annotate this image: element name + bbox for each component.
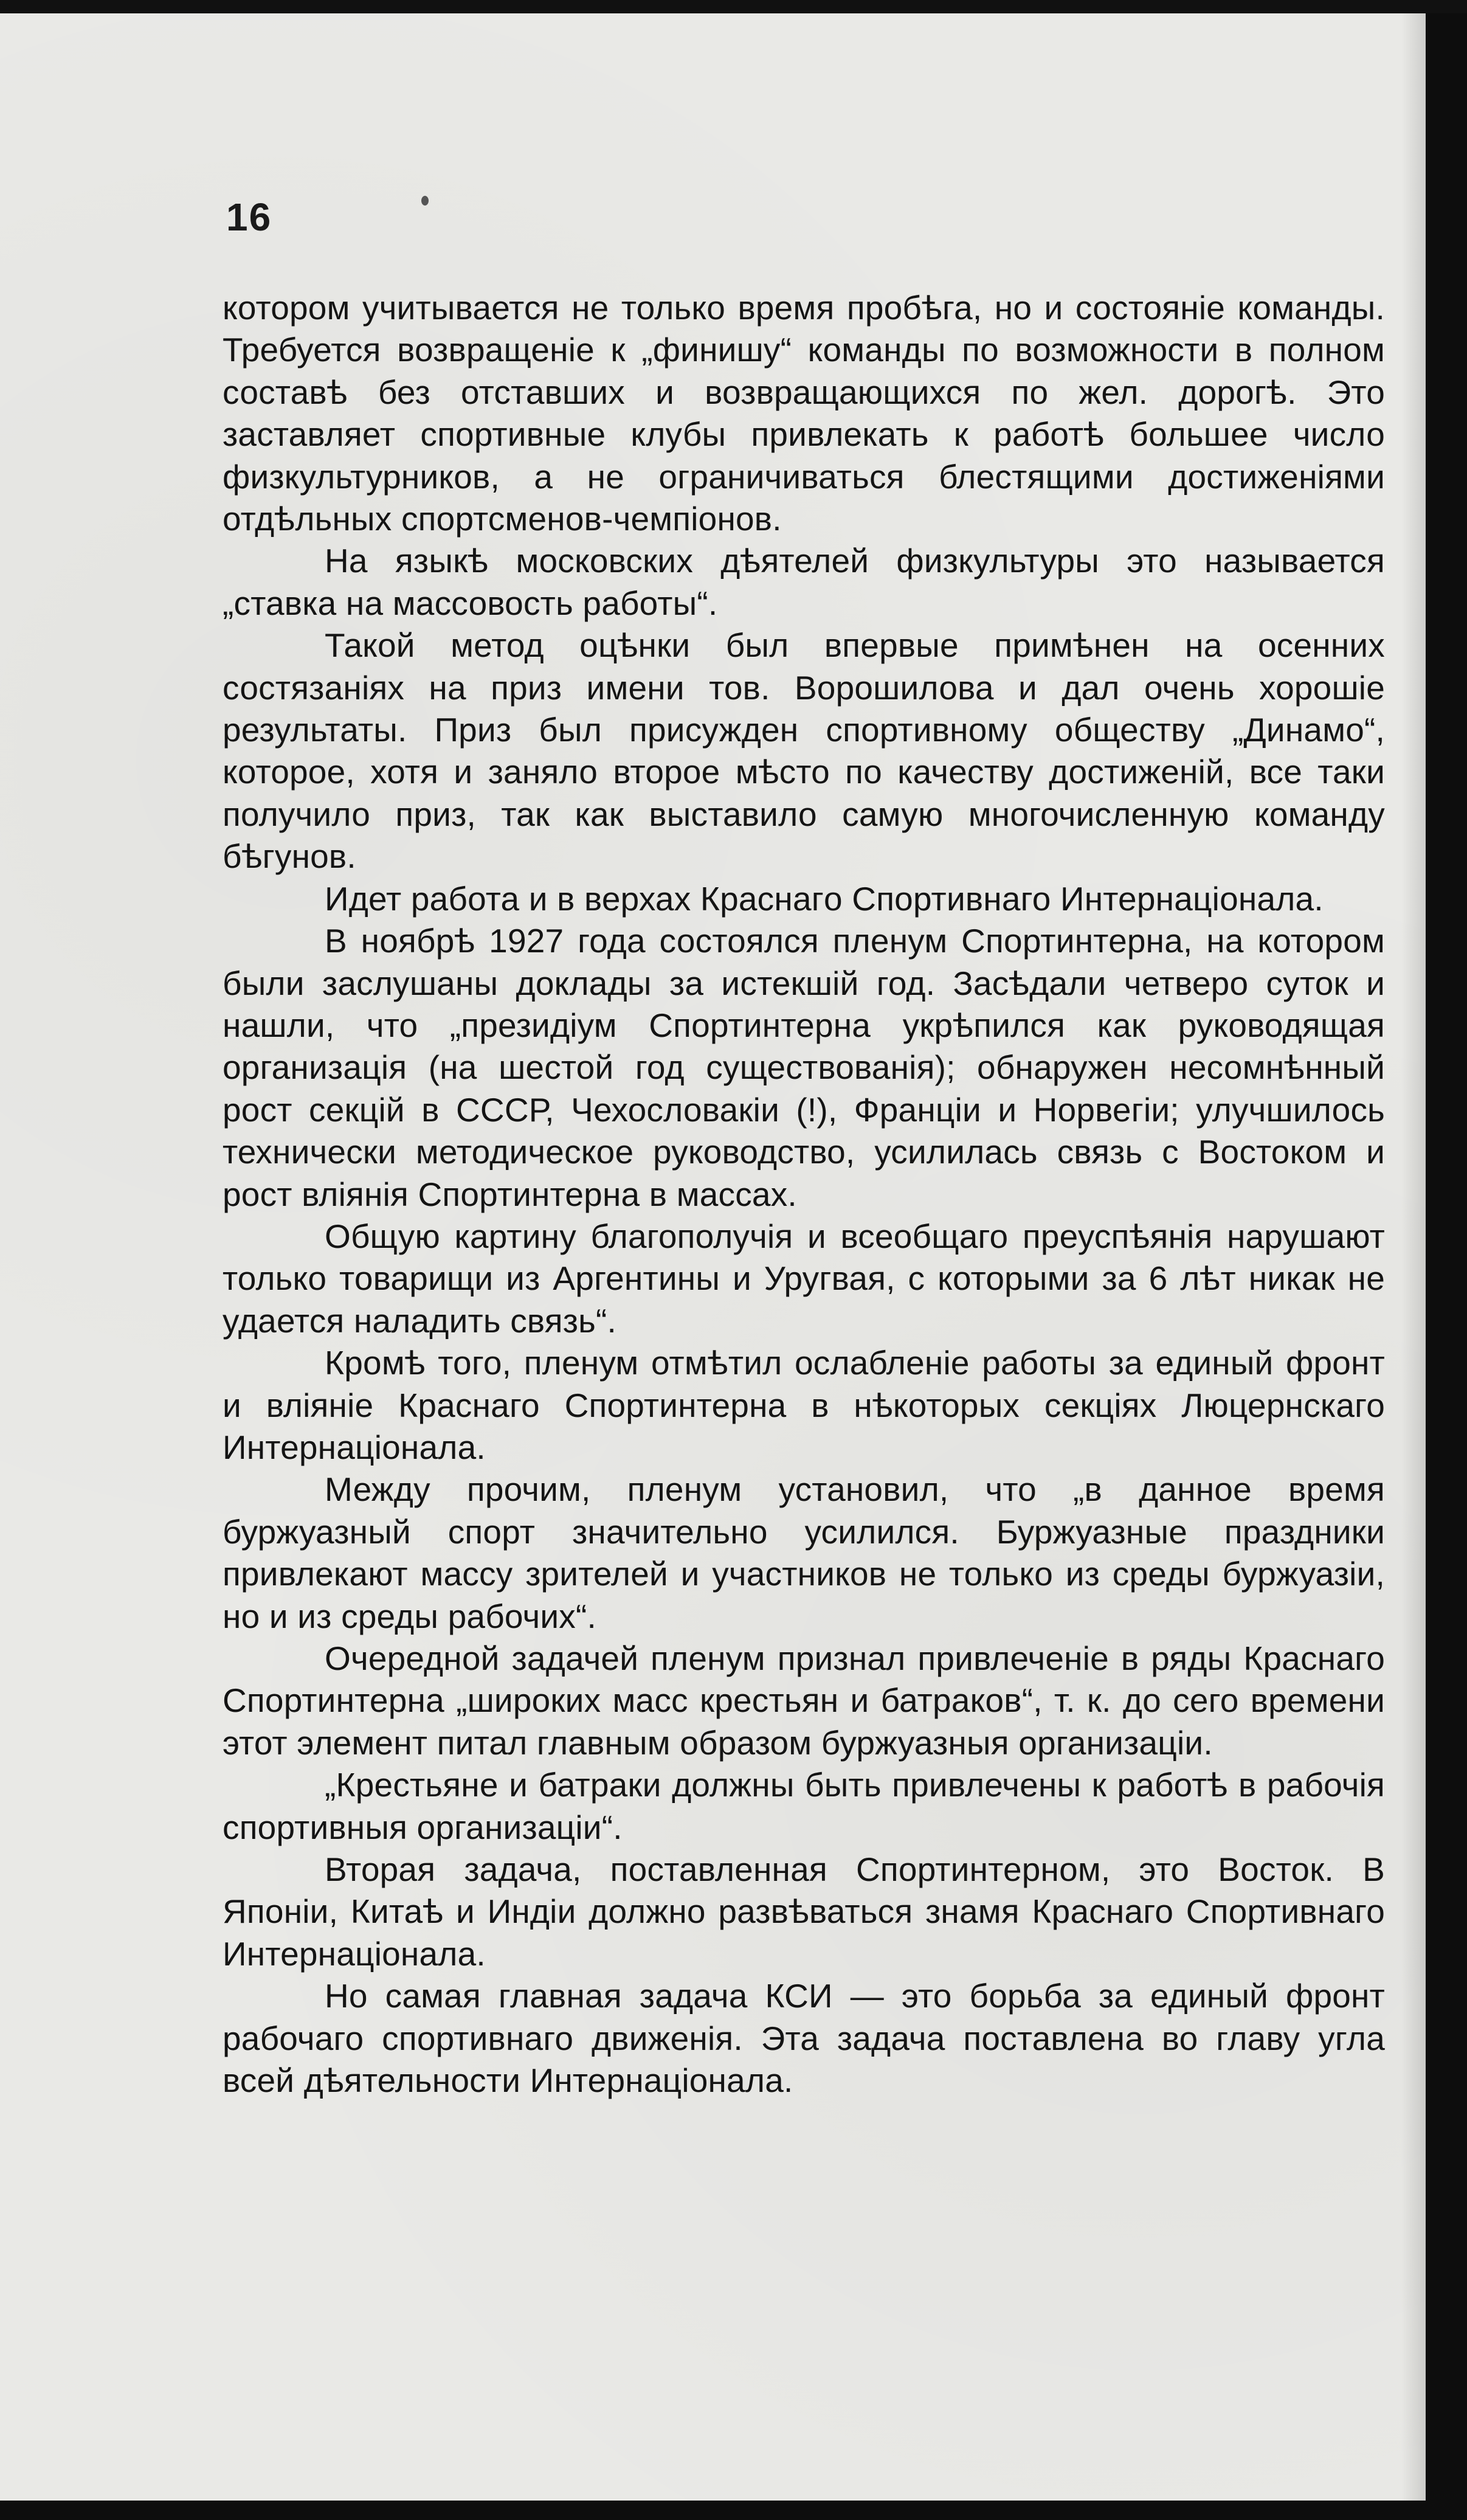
page-number: 16	[226, 195, 272, 239]
paragraph: Кромѣ того, пленум отмѣтил ослабленiе работы за единый фронт и влiянiе Краснаго Спортинтерна в нѣкоторых секцiях Люцернскаго Интернацiонала.	[223, 1344, 1385, 1466]
paragraph: В ноябрѣ 1927 года состоялся пленум Спортинтерна, на котором были заслушаны доклады за истекшiй год. Засѣдали четверо суток и нашли, что „президiум Спортинтерна укрѣпился как руководящая организацiя (на шестой год существованiя); обнаружен несомнѣнный рост секцiй в СССР, Чехословакiи (!), Францiи и Норвегiи; улучшилось технически методическое руководство, усилилась связь с Востоком и рост влiянiя Спортинтерна в массах.	[223, 922, 1385, 1213]
paragraph: Общую картину благополучiя и всеобщаго преуспѣянiя нарушают только товарищи из Аргентины и Уругвая, с которыми за 6 лѣт никак не удается наладить связь“.	[223, 1217, 1385, 1340]
scan-border	[0, 0, 1467, 13]
paragraph: На языкѣ московских дѣятелей физкультуры это называется „ставка на массовость работы“.	[223, 542, 1385, 622]
page-edge-shadow	[1401, 13, 1426, 2501]
paragraph: „Крестьяне и батраки должны быть привлечены к работѣ в рабочiя спортивныя организацiи“.	[223, 1766, 1385, 1846]
paragraph: Идет работа и в верхах Краснагo Спортивнаго Интернацiонала.	[325, 879, 1324, 918]
paragraph: котором учитывается не только время пробѣга, но и состоянiе команды. Требуется возвращенiе к „финишу“ команды по возможности в полном составѣ без отставших и возвращающихся по жел. дорогѣ. Это заставляет спортивные клубы привлекать к работѣ большее число физкультурников, а не ограничиваться блестящими достиженiями отдѣльных спортсменов-чемпiонов.	[223, 289, 1385, 538]
paragraph: Такой метод оцѣнки был впервые примѣнен на осенних состязанiях на приз имени тов. Ворошилова и дал очень хорошiе результаты. Приз был присужден спортивному обществу „Динамо“, которое, хотя и заняло второе мѣсто по качеству достиженiй, все таки получило приз, так как выставило самую многочисленную команду бѣгунов.	[223, 626, 1385, 876]
book-page	[0, 13, 1426, 2501]
ink-speck	[421, 196, 429, 206]
body-text	[223, 287, 1385, 2102]
paragraph: Но самая главная задача КСИ — это борьба за единый фронт рабочаго спортивнаго движенiя. Эта задача поставлена во главу угла всей дѣятельности Интернацiонала.	[223, 1977, 1385, 2100]
paragraph: Вторая задача, поставленная Спортинтерном, это Восток. В Японiи, Китаѣ и Индiи должно развѣваться знамя Краснаго Спортивнаго Интернацiонала.	[223, 1850, 1385, 1973]
paragraph: Очередной задачей пленум признал привлеченiе в ряды Краснаго Спортинтерна „широких масс крестьян и батраков“, т. к. до сего времени этот элемент питал главным образом буржуазныя организацiи.	[223, 1639, 1385, 1762]
paragraph: Между прочим, пленум установил, что „в данное время буржуазный спорт значительно усилился. Буржуазные праздники привлекают массу зрителей и участников не только из среды буржуазiи, но и из среды рабочих“.	[223, 1470, 1385, 1635]
